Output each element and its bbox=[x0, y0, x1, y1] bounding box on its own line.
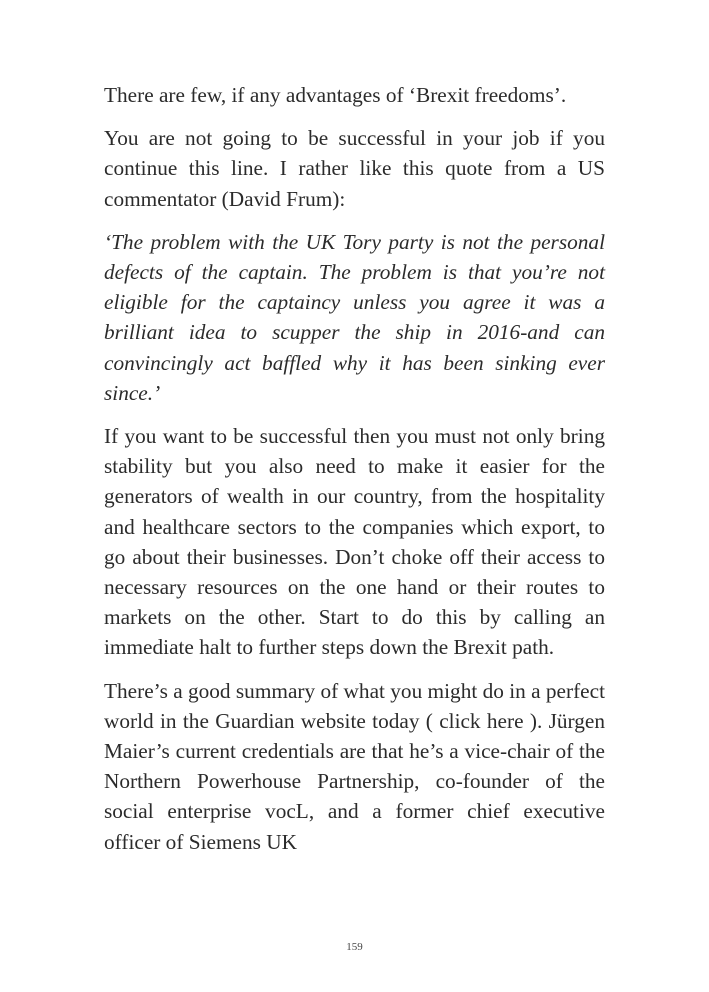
paragraph-frum-quote: ‘The problem with the UK Tory party is not the personal defects of the captain. The problem is that you’re not eligible for the captaincy unless you agree it was a brilliant idea to scupper the ship in 2016-and can convincingly act baffled why it has been sinking ever since.’ bbox=[104, 229, 605, 405]
paragraph-frum-intro: You are not going to be successful in your job if you continue this line. I rather like this quote from a US commentator (David Frum): bbox=[104, 126, 605, 211]
paragraph-brexit-freedoms: There are few, if any advantages of ‘Brexit freedoms’. bbox=[104, 83, 567, 107]
page-number: 159 bbox=[346, 941, 363, 953]
paragraph-guardian-summary: There’s a good summary of what you might do in a perfect world in the Guardian website today ( click here ). Jürgen Maier’s current credentials are that he’s a vice-chair of the Northern Powerhouse Partnership, co-founder of the social enterprise vocL, and a former chief executive officer of Siemens UK bbox=[104, 678, 605, 854]
page-body bbox=[104, 80, 605, 870]
paragraph-wealth-generators: If you want to be successful then you must not only bring stability but you also need to make it easier for the generators of wealth in our country, from the hospitality and healthcare sectors to the companies which export, to go about their businesses. Don’t choke off their access to necessary resources on the one hand or their routes to markets on the other. Start to do this by calling an immediate halt to further steps down the Brexit path. bbox=[104, 424, 605, 660]
